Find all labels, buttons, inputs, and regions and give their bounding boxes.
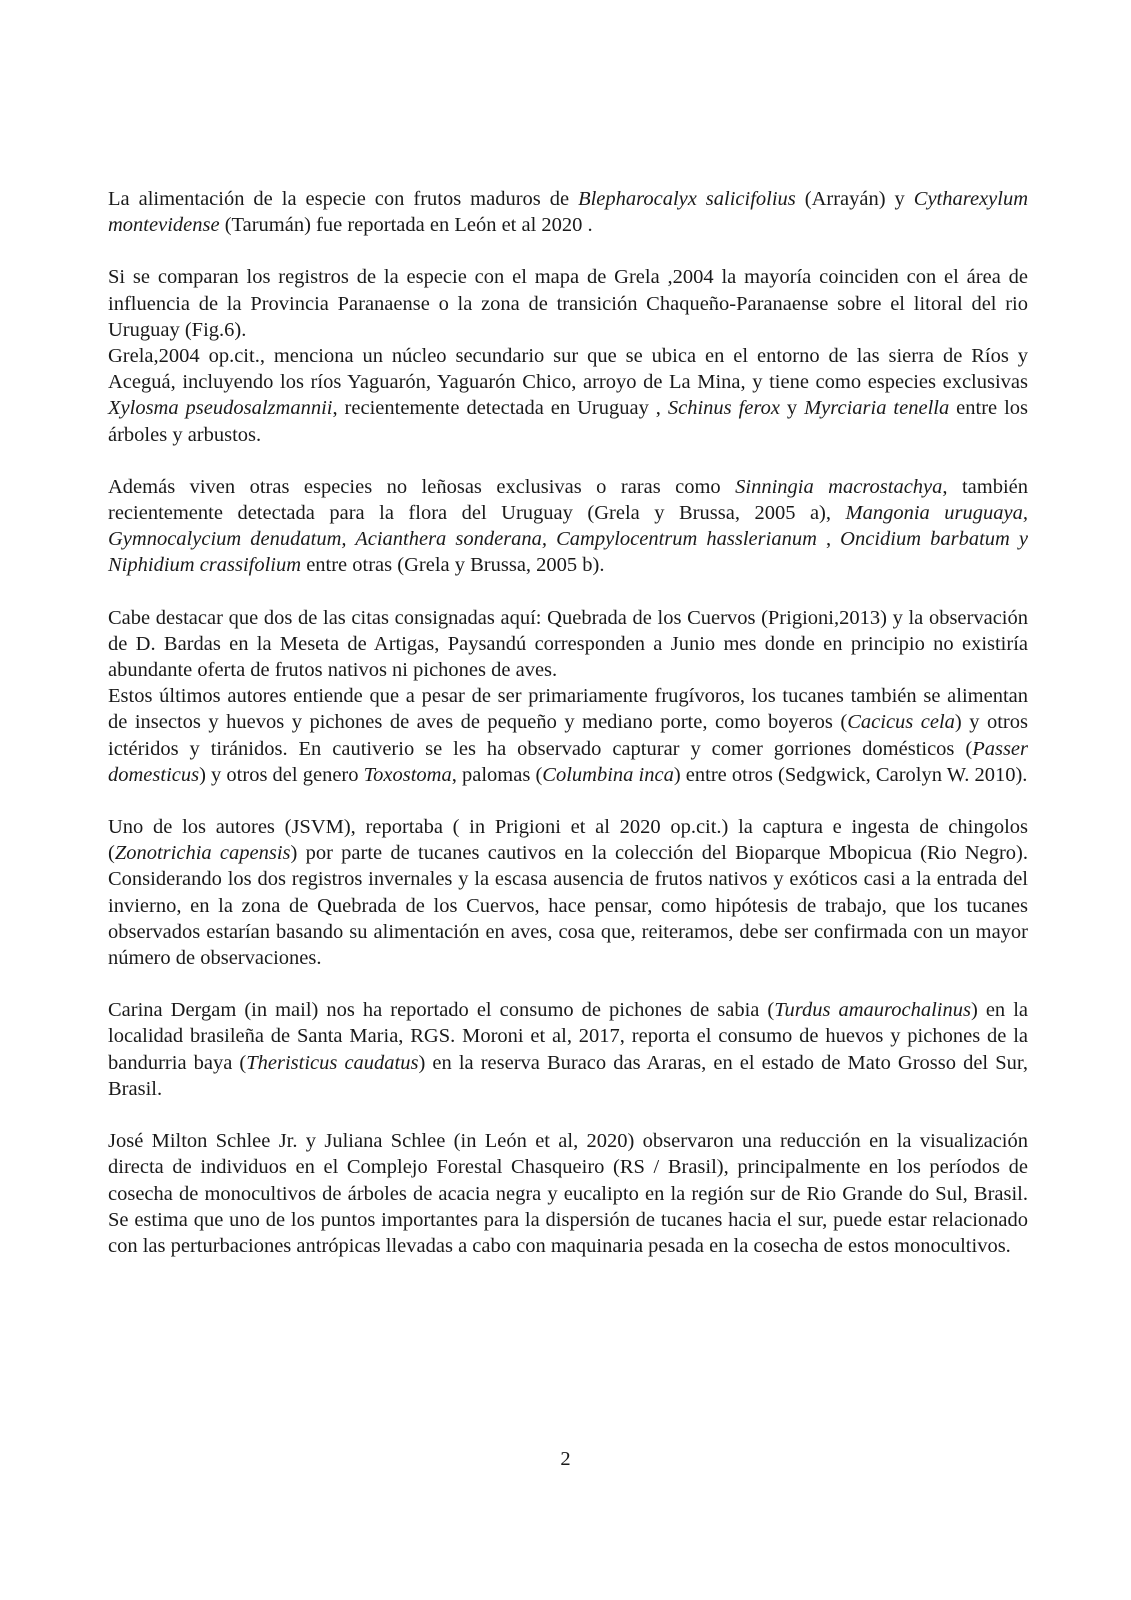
text-run: Uno de los autores (JSVM), reportaba ( in Prigioni et al 2020 op.cit.) la captura e ingesta de chingolos ( [108,816,1028,865]
page-body [108,186,1028,1259]
text-run: , [816,528,841,551]
text-run: (Tarumán) fue reportada en León et al 2020 . [219,214,593,237]
text-run: ) en la reserva Buraco das Araras, en el estado de Mato Grosso del Sur, Brasil. [108,1051,1028,1100]
italic-species-name: Schinus ferox [667,397,780,420]
text-run: ) por parte de tucanes cautivos en la colección del Bioparque Mbopicua (Rio Negro). Considerando los dos registros invernales y la escasa ausencia de frutos nativos y exóticos casi a la entrada del invierno, en la zona de Quebrada de los Cuervos, hace pensar, como hipótesis de trabajo, que los tucanes observados estarían basando su alimentación en aves, cosa que, reiteramos, debe ser confirmada con un mayor número de observaciones. [108,842,1029,970]
text-run: , recientemente detectada en Uruguay , [332,397,668,420]
text-run: Estos últimos autores entiende que a pesar de ser primariamente frugívoros, los tucanes también se alimentan de insectos y huevos y pichones de aves de pequeño y mediano porte, como boyeros ( [108,685,1028,734]
paragraph-grela-map [108,264,1028,343]
italic-species-name: Oncidium barbatum y Niphidium crassifolium [108,528,1029,577]
paragraph-winter-records [108,605,1028,684]
italic-species-name: Mangonia uruguaya, Gymnocalycium denudatum, Acianthera sonderana, Campylocentrum hasslerianum [108,502,1028,551]
text-run: ) y otros ictéridos y tiránidos. En cautiverio se les ha observado capturar y comer gorriones domésticos ( [108,711,1028,760]
text-run: Además viven otras especies no leñosas exclusivas o raras como [108,475,736,498]
text-run: , también recientemente detectada para la flora del Uruguay (Grela y Brussa, 2005 a), [108,475,1029,525]
text-run: (Arrayán) y [795,188,914,210]
italic-species-name: Sinningia macrostachya [735,475,943,498]
paragraph-other-species [108,474,1028,579]
paragraph-secondary-nucleus [108,343,1028,448]
text-run: ) entre otros (Sedgwick, Carolyn W. 2010). [673,763,1028,786]
italic-species-name: Toxostoma [363,763,452,786]
text-run: Grela,2004 op.cit., menciona un núcleo secundario sur que se ubica en el entorno de las sierra de Ríos y Aceguá, incluyendo los ríos Yaguarón, Yaguarón Chico, arroyo de La Mina, y tiene como especies exclusivas [108,345,1028,394]
text-run: José Milton Schlee Jr. y Juliana Schlee (in León et al, 2020) observaron una reducción en la visualización directa de individuos en el Complejo Forestal Chasqueiro (RS / Brasil), principalmente en los períodos de cosecha de monocultivos de árboles de acacia negra y eucalipto en la región sur de Rio Grande do Sul, Brasil. Se estima que uno de los puntos importantes para la dispersión de tucanes hacia el sur, puede estar relacionado con las perturbaciones antrópicas llevadas a cabo con maquinaria pesada en la cosecha de estos monocultivos. [108,1130,1028,1257]
paragraph-feeding [108,186,1028,238]
italic-species-name: Theristicus caudatus [246,1051,419,1074]
text-run: Carina Dergam (in mail) nos ha reportado el consumo de pichones de sabia ( [108,999,775,1022]
text-run: ) y otros del genero [199,763,364,786]
text-run: , palomas ( [451,763,543,786]
italic-species-name: Xylosma pseudosalzmannii [108,397,333,420]
paragraph-captive-observation [108,814,1028,971]
paragraph-schlee-observation [108,1128,1028,1259]
text-run: ) en la localidad brasileña de Santa Maria, RGS. Moroni et al, 2017, reporta el consumo de huevos y pichones de la bandurria baya ( [108,999,1028,1074]
page-number: 2 [560,1448,571,1470]
paragraph-dergam-report [108,997,1028,1102]
italic-species-name: Myrciaria tenella [804,397,950,420]
text-run: Si se comparan los registros de la especie con el mapa de Grela ,2004 la mayoría coinciden con el área de influencia de la Provincia Paranaense o la zona de transición Chaqueño-Paranaense sobre el litoral del rio Uruguay (Fig.6). [108,266,1028,341]
text-run: entre los árboles y arbustos. [108,397,1029,446]
paragraph-diet [108,683,1028,788]
italic-species-name: Turdus amaurochalinus [774,999,971,1022]
italic-species-name: Blepharocalyx salicifolius [578,188,796,210]
text-run: y [779,397,805,420]
text-run: entre otras (Grela y Brussa, 2005 b). [301,554,605,577]
italic-species-name: Cytharexylum montevidense [108,188,1028,237]
italic-species-name: Zonotrichia capensis [114,842,291,865]
italic-species-name: Passer domesticus [108,737,1028,786]
italic-species-name: Columbina inca [542,763,674,786]
italic-species-name: Cacicus cela [847,711,955,734]
text-run: La alimentación de la especie con frutos maduros de [108,188,579,210]
text-run: Cabe destacar que dos de las citas consignadas aquí: Quebrada de los Cuervos (Prigioni,2013) y la observación de D. Bardas en la Meseta de Artigas, Paysandú corresponden a Junio mes donde en principio no existiría abundante oferta de frutos nativos ni pichones de aves. [108,606,1028,682]
